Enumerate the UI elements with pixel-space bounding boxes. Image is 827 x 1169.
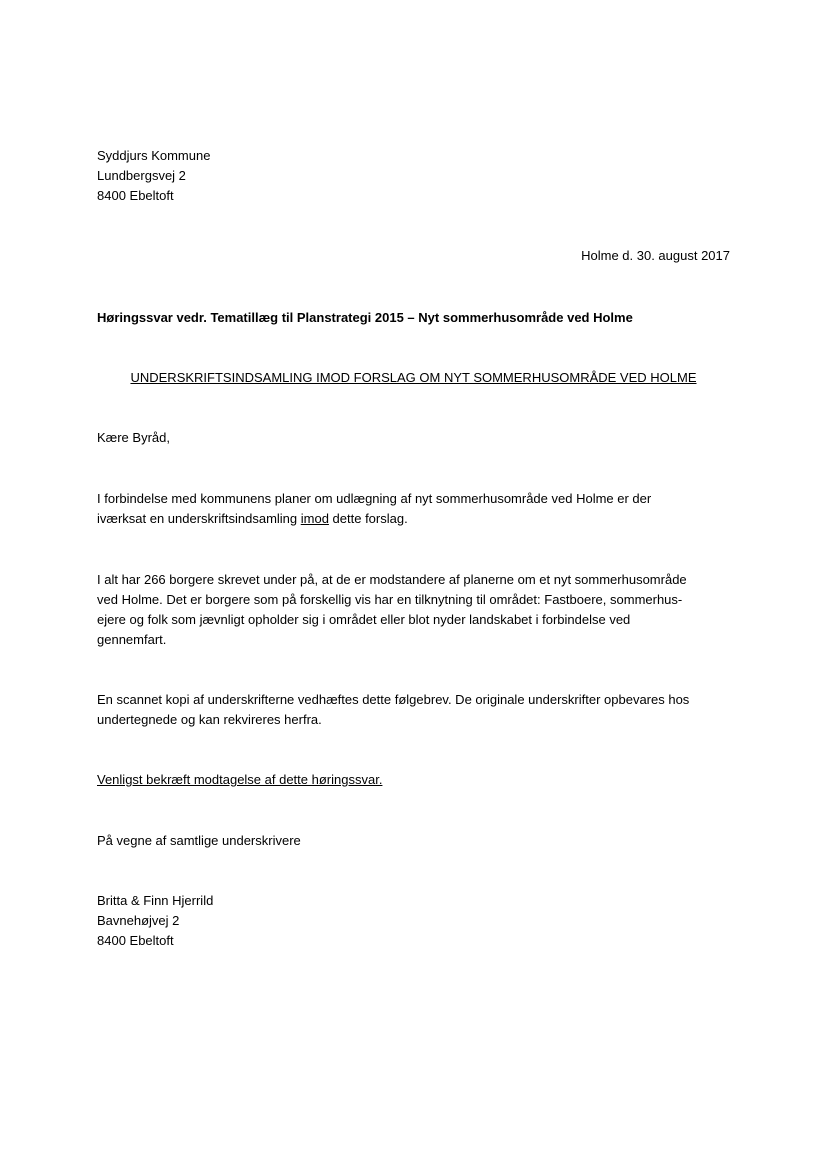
paragraph-signatures-line-1: I alt har 266 borgere skrevet under på, at de er modstandere af planerne om et nyt sommerhusområde bbox=[97, 572, 687, 587]
sender-address bbox=[97, 891, 737, 951]
sender-street: Bavnehøjvej 2 bbox=[97, 913, 180, 928]
recipient-name: Syddjurs Kommune bbox=[97, 148, 211, 163]
greeting bbox=[97, 428, 737, 448]
confirmation-request-text: Venligst bekræft modtagelse af dette høringssvar. bbox=[97, 772, 383, 787]
subject-text: Høringssvar vedr. Tematillæg til Planstrategi 2015 – Nyt sommerhusområde ved Holme bbox=[97, 310, 633, 325]
paragraph-attachment-line-1: En scannet kopi af underskrifterne vedhæftes dette følgebrev. De originale underskrifter opbevares hos bbox=[97, 692, 690, 707]
greeting-text: Kære Byråd, bbox=[97, 430, 170, 445]
closing bbox=[97, 831, 737, 851]
closing-text: På vegne af samtlige underskrivere bbox=[97, 833, 301, 848]
paragraph-attachment bbox=[97, 690, 737, 730]
paragraph-signatures bbox=[97, 570, 737, 650]
paragraph-intro-line-2 bbox=[97, 509, 737, 529]
paragraph-signatures-line-4: gennemfart. bbox=[97, 632, 167, 647]
confirmation-request bbox=[97, 770, 737, 790]
recipient-city: 8400 Ebeltoft bbox=[97, 188, 174, 203]
paragraph-intro bbox=[97, 489, 737, 529]
paragraph-intro-line-2-start: iværksat en underskriftsindsamling bbox=[97, 511, 301, 526]
sender-city: 8400 Ebeltoft bbox=[97, 933, 174, 948]
paragraph-attachment-line-2: undertegnede og kan rekvireres herfra. bbox=[97, 712, 322, 727]
emphasis-imod: imod bbox=[300, 511, 329, 526]
sender-name: Britta & Finn Hjerrild bbox=[97, 893, 214, 908]
paragraph-signatures-line-3: ejere og folk som jævnligt opholder sig i området eller blot nyder landskabet i forbindelse ved bbox=[97, 612, 631, 627]
recipient-street: Lundbergsvej 2 bbox=[97, 168, 186, 183]
paragraph-signatures-line-2: ved Holme. Det er borgere som på forskellig vis har en tilknytning til området: Fastboere, sommerhus- bbox=[97, 592, 683, 607]
recipient-address bbox=[97, 146, 737, 206]
letter-heading: UNDERSKRIFTSINDSAMLING IMOD FORSLAG OM NYT SOMMERHUSOMRÅDE VED HOLME bbox=[130, 370, 697, 385]
letter-subject bbox=[97, 308, 737, 328]
letter-date: Holme d. 30. august 2017 bbox=[581, 248, 730, 263]
paragraph-intro-line-2-end: dette forslag. bbox=[328, 511, 408, 526]
paragraph-intro-line-1: I forbindelse med kommunens planer om udlægning af nyt sommerhusområde ved Holme er der bbox=[97, 491, 652, 506]
